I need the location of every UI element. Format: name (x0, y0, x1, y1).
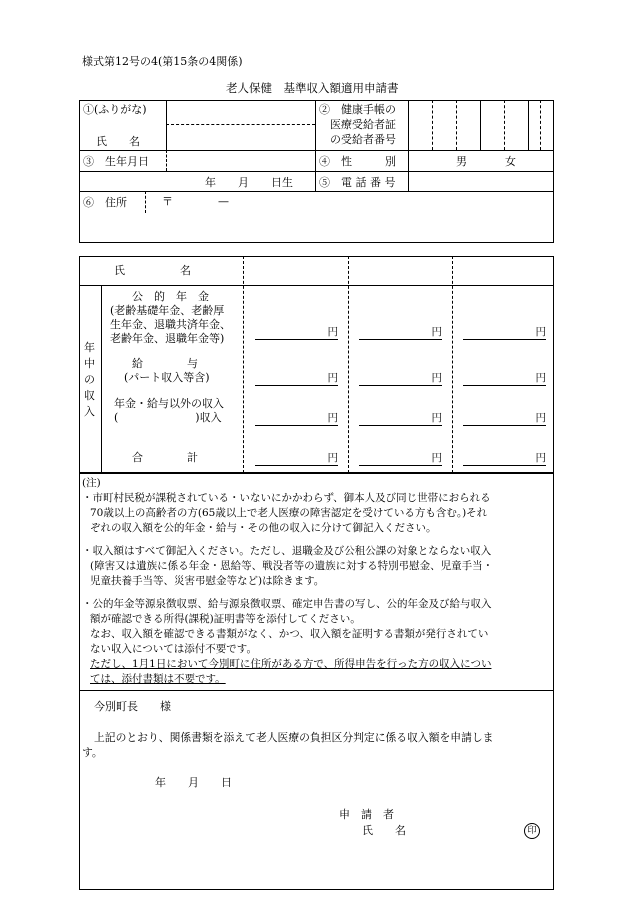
address-label: ⑥ 住所 (83, 196, 127, 209)
applicant-label: 申 請 者 (339, 808, 394, 821)
application-date: 年 月 日 (155, 776, 232, 789)
salary-amount-2[interactable]: 円 (359, 371, 442, 386)
pension-amount-3[interactable]: 円 (463, 325, 546, 340)
pension-label-3: 生年金、退職共済年金、 (110, 318, 231, 331)
postal-mark: 〒 (162, 195, 173, 208)
total-amount-2[interactable]: 円 (359, 451, 442, 466)
note3-line5: ただし、1月1日において今別町に住所がある方で、所得申告を行った方の収入につい (90, 658, 492, 670)
salary-label-1: 給 与 (132, 357, 198, 370)
furigana-label: ①(ふりがな) (83, 103, 147, 116)
salary-amount-1[interactable]: 円 (255, 371, 338, 386)
pension-label-2: (老齢基礎年金、老齢厚 (110, 304, 225, 317)
insurance-label-2: 医療受給者証 (330, 118, 396, 131)
other-amount-1[interactable]: 円 (255, 411, 338, 426)
birthdate-units: 年 月 日生 (205, 176, 293, 189)
income-side-label: 年中の収入 (84, 341, 95, 418)
form-number: 様式第12号の4(第15条の4関係) (82, 55, 243, 68)
income-name-header: 氏 名 (114, 264, 191, 277)
total-label: 合 計 (132, 451, 198, 464)
note3-line6: ては、添付書類は不要です。 (90, 673, 226, 685)
note2-line1: ・収入額はすべて御記入ください。ただし、退職金及び公租公課の対象とならない収入 (82, 545, 492, 557)
pension-amount-2[interactable]: 円 (359, 325, 442, 340)
note1-line2: 70歳以上の高齢者の方(65歳以上で老人医療の障害認定を受けている方も含む。)それ (90, 507, 488, 519)
gender-female[interactable]: 女 (505, 155, 516, 168)
other-label-1: 年金・給与以外の収入 (114, 397, 224, 410)
salary-label-2: (パート収入等含) (124, 371, 210, 384)
form-title: 老人保健 基準収入額適用申請書 (226, 81, 399, 95)
note3-line3: なお、収入額を確認できる書類がなく、かつ、収入額を証明する書類が発行されてい (90, 628, 489, 640)
note1-line3: ぞれの収入額を公的年金・給与・その他の収入に分けて御記入ください。 (90, 522, 437, 534)
note2-line3: 児童扶養手当等、災害弔慰金等など)は除きます。 (90, 575, 325, 587)
pension-label-1: 公 的 年 金 (132, 290, 209, 303)
birthdate-label: ③ 生年月日 (83, 155, 149, 168)
postal-dash: — (218, 195, 229, 208)
note3-line4: ない収入については添付不要です。 (90, 643, 257, 655)
note3-line2: 額が確認できる所得(課税)証明書等を添付してください。 (90, 613, 361, 625)
other-amount-3[interactable]: 円 (463, 411, 546, 426)
note2-line2: (障害又は遺族に係る年金・恩給等、戦没者等の遺族に対する特別弔慰金、児童手当・ (90, 560, 494, 572)
addressee: 今別町長 様 (94, 700, 171, 713)
total-amount-1[interactable]: 円 (255, 451, 338, 466)
other-amount-2[interactable]: 円 (359, 411, 442, 426)
insurance-label-3: の受給者番号 (330, 133, 396, 146)
application-body-line2: す。 (82, 746, 103, 759)
name-label: 氏 名 (96, 135, 140, 148)
note3-line1: ・公的年金等源泉徴収票、給与源泉徴収票、確定申告書の写し、公的年金及び給与収入 (82, 598, 492, 610)
salary-amount-3[interactable]: 円 (463, 371, 546, 386)
other-label-2: ( )収入 (114, 411, 222, 424)
gender-male[interactable]: 男 (456, 155, 467, 168)
insurance-label-1: ② 健康手帳の (319, 103, 396, 116)
pension-label-4: 老齢年金、退職年金等) (110, 332, 225, 345)
note1-line1: ・市町村民税が課税されている・いないにかかわらず、御本人及び同じ世帯におられる (82, 492, 491, 504)
phone-label: ⑤ 電 話 番 号 (319, 176, 396, 189)
seal-mark: 印 (524, 823, 540, 839)
notes-heading: (注) (82, 477, 101, 489)
applicant-name-label: 氏 名 (362, 824, 406, 837)
application-body-line1: 上記のとおり、関係書類を添えて老人医療の負担区分判定に係る収入額を申請しま (94, 731, 494, 744)
gender-label: ④ 性 別 (319, 155, 396, 168)
pension-amount-1[interactable]: 円 (255, 325, 338, 340)
total-amount-3[interactable]: 円 (463, 451, 546, 466)
